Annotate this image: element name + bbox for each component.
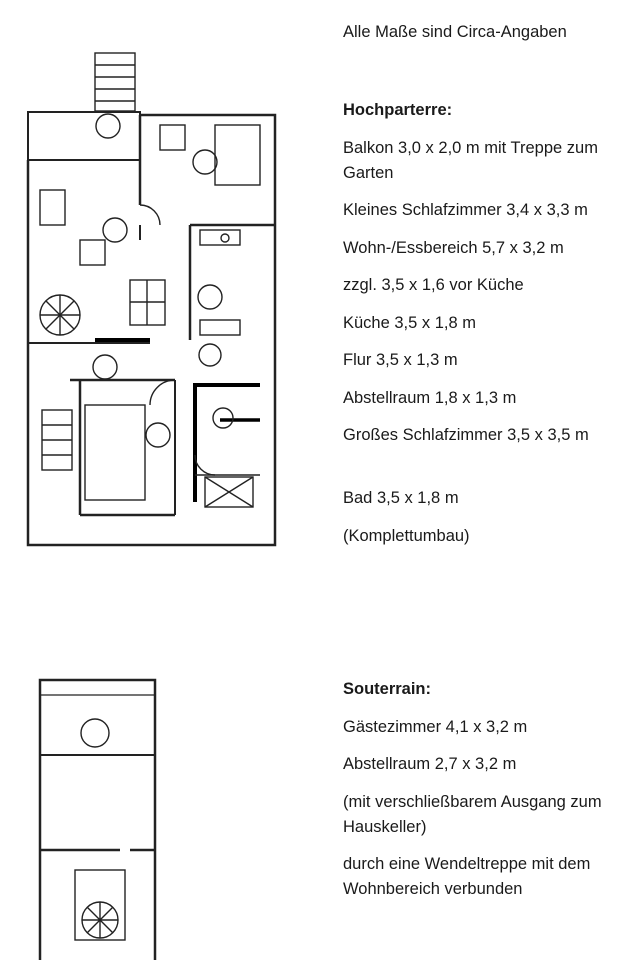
room-item: Flur 3,5 x 1,3 m (343, 351, 458, 369)
room-item: Abstellraum 2,7 x 3,2 m (343, 755, 517, 773)
floor-plan-souterrain (25, 675, 175, 960)
hochparterre-section (343, 98, 633, 561)
room-item: Gästezimmer 4,1 x 3,2 m (343, 717, 528, 736)
souterrain-heading: Souterrain: (343, 680, 432, 698)
floor-plan-hochparterre (10, 25, 285, 550)
description-column (343, 20, 633, 58)
room-item: Küche 3,5 x 1,8 m (343, 313, 476, 332)
room-item: zzgl. 3,5 x 1,6 vor Küche (343, 276, 524, 294)
room-item: Großes Schlafzimmer 3,5 x 3,5 m (343, 426, 589, 444)
hochparterre-heading: Hochparterre: (343, 101, 453, 119)
room-item: (mit verschließbarem Ausgang zum Hauskeller) (343, 792, 602, 836)
room-item: Bad 3,5 x 1,8 m (343, 489, 459, 507)
room-item: Abstellraum 1,8 x 1,3 m (343, 388, 517, 407)
room-item: durch eine Wendeltreppe mit dem Wohnbereich verbunden (343, 855, 591, 898)
room-item: Balkon 3,0 x 2,0 m mit Treppe zum Garten (343, 138, 598, 182)
intro-note: Alle Maße sind Circa-Angaben (343, 23, 567, 41)
room-item: Wohn-/Essbereich 5,7 x 3,2 m (343, 238, 564, 257)
room-item: Kleines Schlafzimmer 3,4 x 3,3 m (343, 201, 588, 219)
souterrain-section (343, 677, 633, 915)
room-item: (Komplettumbau) (343, 526, 470, 545)
